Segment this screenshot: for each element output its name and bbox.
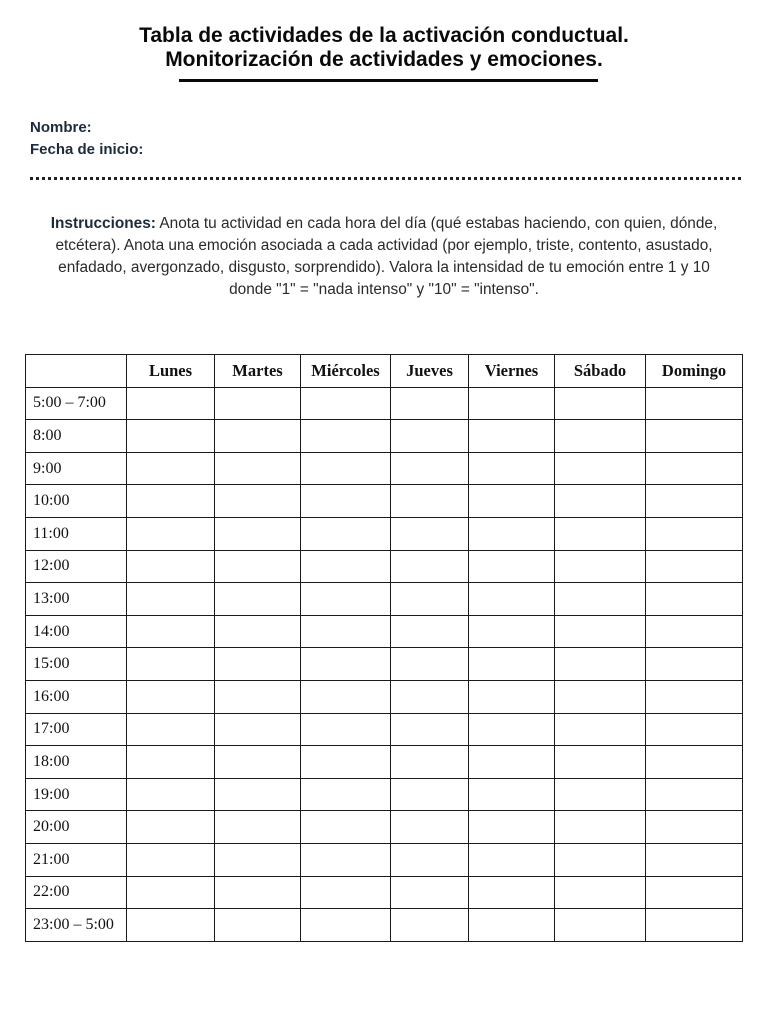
time-slot-label: 14:00 [26, 615, 127, 648]
activity-cell[interactable] [215, 843, 301, 876]
activity-cell[interactable] [215, 713, 301, 746]
activity-cell[interactable] [469, 648, 555, 681]
activity-cell[interactable] [646, 485, 743, 518]
day-header: Lunes [127, 355, 215, 388]
time-slot-label: 9:00 [26, 452, 127, 485]
activity-table [25, 354, 743, 942]
instructions-paragraph [36, 213, 732, 301]
activity-cell[interactable] [469, 517, 555, 550]
activity-cell[interactable] [127, 876, 215, 909]
table-row [26, 517, 743, 550]
activity-cell[interactable] [391, 485, 469, 518]
activity-cell[interactable] [469, 583, 555, 616]
day-header: Domingo [646, 355, 743, 388]
activity-cell[interactable] [215, 680, 301, 713]
time-slot-label: 21:00 [26, 843, 127, 876]
activity-cell[interactable] [391, 876, 469, 909]
table-row [26, 713, 743, 746]
time-slot-label: 19:00 [26, 778, 127, 811]
activity-cell[interactable] [391, 811, 469, 844]
time-slot-label: 23:00 – 5:00 [26, 909, 127, 942]
activity-cell[interactable] [391, 843, 469, 876]
table-row [26, 420, 743, 453]
time-slot-label: 18:00 [26, 746, 127, 779]
activity-cell[interactable] [391, 420, 469, 453]
activity-cell[interactable] [301, 811, 391, 844]
day-header: Miércoles [301, 355, 391, 388]
time-slot-label: 10:00 [26, 485, 127, 518]
activity-cell[interactable] [555, 876, 646, 909]
day-header: Sábado [555, 355, 646, 388]
activity-cell[interactable] [646, 615, 743, 648]
title-underline [179, 79, 598, 82]
activity-cell[interactable] [127, 517, 215, 550]
title-line-1: Tabla de actividades de la activación conductual. [139, 24, 629, 47]
activity-cell[interactable] [301, 648, 391, 681]
time-slot-label: 13:00 [26, 583, 127, 616]
activity-cell[interactable] [555, 843, 646, 876]
activity-cell[interactable] [469, 909, 555, 942]
activity-cell[interactable] [646, 680, 743, 713]
activity-cell[interactable] [555, 583, 646, 616]
title-line-2: Monitorización de actividades y emociones. [165, 48, 603, 71]
activity-cell[interactable] [215, 583, 301, 616]
activity-cell[interactable] [391, 583, 469, 616]
activity-cell[interactable] [215, 517, 301, 550]
activity-cell[interactable] [555, 517, 646, 550]
activity-cell[interactable] [215, 615, 301, 648]
activity-cell[interactable] [646, 387, 743, 420]
table-row [26, 485, 743, 518]
activity-cell[interactable] [391, 746, 469, 779]
header-row [26, 355, 743, 388]
activity-cell[interactable] [391, 778, 469, 811]
time-slot-label: 17:00 [26, 713, 127, 746]
activity-cell[interactable] [469, 746, 555, 779]
activity-cell[interactable] [301, 420, 391, 453]
activity-cell[interactable] [301, 485, 391, 518]
activity-cell[interactable] [215, 420, 301, 453]
activity-cell[interactable] [301, 387, 391, 420]
time-slot-label: 5:00 – 7:00 [26, 387, 127, 420]
table-row [26, 583, 743, 616]
activity-cell[interactable] [215, 746, 301, 779]
time-slot-label: 16:00 [26, 680, 127, 713]
activity-cell[interactable] [646, 452, 743, 485]
activity-cell[interactable] [301, 517, 391, 550]
activity-cell[interactable] [469, 485, 555, 518]
table-row [26, 452, 743, 485]
activity-cell[interactable] [646, 648, 743, 681]
activity-cell[interactable] [127, 778, 215, 811]
activity-cell[interactable] [127, 713, 215, 746]
activity-cell[interactable] [301, 615, 391, 648]
table-row [26, 680, 743, 713]
activity-cell[interactable] [127, 485, 215, 518]
activity-cell[interactable] [127, 680, 215, 713]
activity-cell[interactable] [646, 876, 743, 909]
activity-cell[interactable] [469, 876, 555, 909]
activity-cell[interactable] [646, 909, 743, 942]
activity-cell[interactable] [469, 778, 555, 811]
worksheet-title [0, 24, 768, 72]
table-row [26, 778, 743, 811]
time-slot-label: 22:00 [26, 876, 127, 909]
activity-cell[interactable] [301, 909, 391, 942]
table-row [26, 811, 743, 844]
activity-cell[interactable] [391, 713, 469, 746]
day-header: Jueves [391, 355, 469, 388]
activity-cell[interactable] [215, 876, 301, 909]
activity-cell[interactable] [127, 615, 215, 648]
activity-cell[interactable] [301, 583, 391, 616]
instructions-label: Instrucciones: [50, 215, 156, 232]
time-slot-label: 11:00 [26, 517, 127, 550]
activity-cell[interactable] [646, 517, 743, 550]
time-slot-label: 15:00 [26, 648, 127, 681]
activity-cell[interactable] [555, 778, 646, 811]
activity-cell[interactable] [301, 843, 391, 876]
activity-cell[interactable] [555, 387, 646, 420]
activity-cell[interactable] [646, 713, 743, 746]
activity-cell[interactable] [127, 452, 215, 485]
activity-cell[interactable] [555, 648, 646, 681]
activity-cell[interactable] [301, 713, 391, 746]
activity-cell[interactable] [391, 387, 469, 420]
table-row [26, 876, 743, 909]
activity-cell[interactable] [215, 452, 301, 485]
time-slot-label: 12:00 [26, 550, 127, 583]
activity-cell[interactable] [555, 746, 646, 779]
activity-cell[interactable] [215, 550, 301, 583]
activity-cell[interactable] [301, 680, 391, 713]
dotted-divider [30, 177, 741, 180]
time-slot-label: 8:00 [26, 420, 127, 453]
table-row [26, 909, 743, 942]
activity-cell[interactable] [555, 550, 646, 583]
activity-cell[interactable] [469, 615, 555, 648]
day-header: Viernes [469, 355, 555, 388]
activity-cell[interactable] [391, 550, 469, 583]
day-header: Martes [215, 355, 301, 388]
activity-cell[interactable] [391, 648, 469, 681]
activity-cell[interactable] [301, 452, 391, 485]
table-row [26, 843, 743, 876]
activity-cell[interactable] [127, 420, 215, 453]
activity-cell[interactable] [127, 583, 215, 616]
activity-cell[interactable] [555, 485, 646, 518]
activity-cell[interactable] [555, 615, 646, 648]
activity-cell[interactable] [391, 517, 469, 550]
activity-cell[interactable] [646, 420, 743, 453]
corner-cell [26, 355, 127, 388]
activity-cell[interactable] [127, 648, 215, 681]
activity-cell[interactable] [215, 387, 301, 420]
activity-cell[interactable] [301, 778, 391, 811]
activity-cell[interactable] [215, 648, 301, 681]
activity-cell[interactable] [555, 811, 646, 844]
activity-cell[interactable] [469, 713, 555, 746]
activity-cell[interactable] [391, 680, 469, 713]
activity-cell[interactable] [215, 811, 301, 844]
activity-cell[interactable] [301, 876, 391, 909]
table-row [26, 746, 743, 779]
activity-cell[interactable] [646, 746, 743, 779]
activity-cell[interactable] [646, 811, 743, 844]
activity-cell[interactable] [127, 811, 215, 844]
activity-cell[interactable] [646, 843, 743, 876]
activity-cell[interactable] [127, 387, 215, 420]
activity-cell[interactable] [555, 909, 646, 942]
activity-cell[interactable] [391, 909, 469, 942]
activity-cell[interactable] [127, 909, 215, 942]
activity-cell[interactable] [215, 778, 301, 811]
activity-cell[interactable] [555, 680, 646, 713]
instructions-text: Anota tu actividad en cada hora del día (qué estabas haciendo, con quien, dónde, etcétera). Anota una emoción asociada a cada actividad (por ejemplo, triste, contento, asustado, enfadado, avergonzado, disgusto, sorprendido). Valora la intensidad de tu emoción entre 1 y 10 donde "1" = "nada intenso" y "10" = "intenso". [55, 215, 718, 298]
activity-cell[interactable] [469, 843, 555, 876]
table-body [26, 387, 743, 941]
start-date-label: Fecha de inicio: [30, 141, 144, 158]
table-row [26, 648, 743, 681]
table-row [26, 615, 743, 648]
activity-cell[interactable] [469, 680, 555, 713]
activity-cell[interactable] [469, 811, 555, 844]
activity-cell[interactable] [555, 452, 646, 485]
activity-cell[interactable] [127, 843, 215, 876]
time-slot-label: 20:00 [26, 811, 127, 844]
activity-cell[interactable] [646, 778, 743, 811]
table-row [26, 387, 743, 420]
activity-cell[interactable] [469, 452, 555, 485]
activity-cell[interactable] [469, 550, 555, 583]
activity-cell[interactable] [391, 615, 469, 648]
name-label: Nombre: [30, 119, 92, 136]
activity-cell[interactable] [469, 420, 555, 453]
activity-cell[interactable] [127, 550, 215, 583]
activity-cell[interactable] [301, 550, 391, 583]
activity-cell[interactable] [555, 420, 646, 453]
activity-cell[interactable] [391, 452, 469, 485]
table-row [26, 550, 743, 583]
activity-cell[interactable] [646, 550, 743, 583]
activity-cell[interactable] [555, 713, 646, 746]
activity-cell[interactable] [301, 746, 391, 779]
activity-cell[interactable] [215, 485, 301, 518]
activity-cell[interactable] [469, 387, 555, 420]
activity-cell[interactable] [646, 583, 743, 616]
activity-cell[interactable] [215, 909, 301, 942]
activity-cell[interactable] [127, 746, 215, 779]
